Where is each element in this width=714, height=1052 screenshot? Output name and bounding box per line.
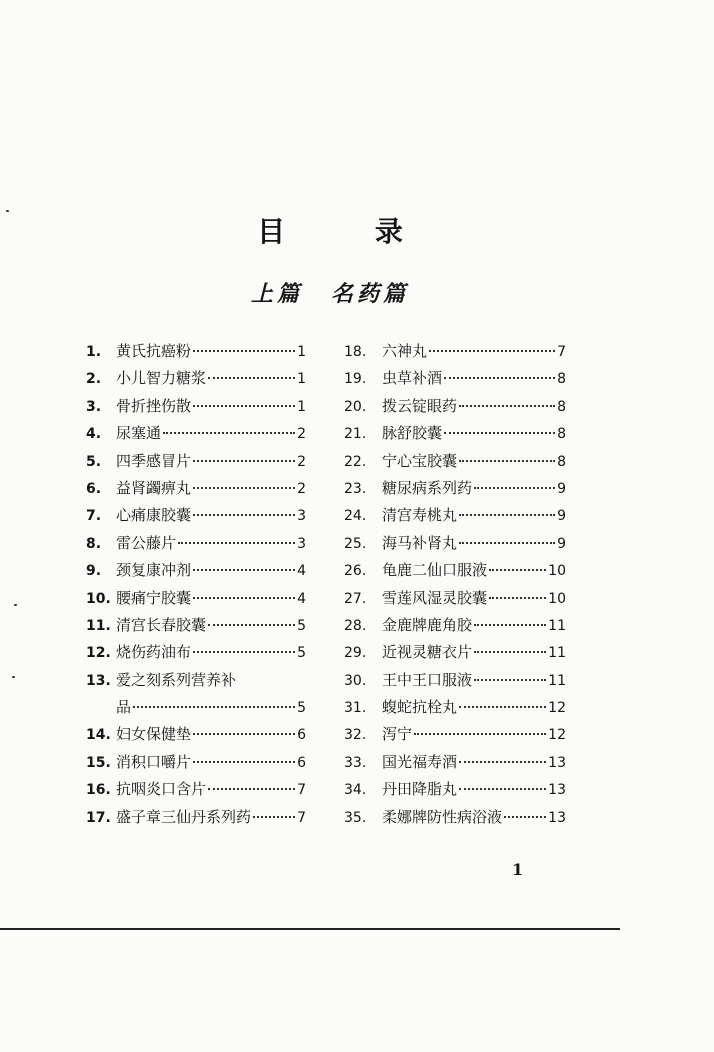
toc-entry[interactable]: [344, 614, 566, 641]
entry-number: 14.: [86, 727, 111, 744]
entry-number: 6.: [86, 480, 102, 497]
entry-number: 34.: [344, 782, 367, 799]
entry-page: 8: [557, 398, 566, 415]
dot-leader: [459, 514, 555, 516]
dot-leader: [163, 432, 295, 434]
speck: [14, 604, 17, 606]
entry-number: 22.: [344, 453, 367, 470]
entry-page: 8: [557, 426, 566, 443]
entry-page: 5: [297, 617, 306, 634]
entry-title: 柔娜牌防性病浴液: [382, 807, 503, 826]
entry-number: 8.: [86, 535, 102, 552]
entry-title: 骨折挫伤散: [116, 396, 192, 415]
entry-page: 13: [548, 754, 566, 771]
entry-page: 2: [297, 453, 306, 470]
entry-page: 3: [297, 508, 306, 525]
dot-leader: [193, 761, 295, 763]
dot-leader: [193, 597, 295, 599]
entry-title: 颈复康冲剂: [116, 561, 192, 580]
toc-entry[interactable]: [344, 340, 566, 367]
toc-right-column: [344, 340, 566, 833]
entry-number: 11.: [86, 617, 111, 634]
entry-page: 1: [297, 344, 306, 360]
entry-title: 拨云锭眼药: [382, 396, 458, 415]
entry-title: 益肾蠲痹丸: [116, 478, 192, 497]
dot-leader: [193, 487, 295, 489]
entry-title: 雪莲风湿灵胶囊: [382, 588, 488, 607]
dot-leader: [474, 651, 546, 653]
toc-entry[interactable]: [86, 367, 306, 394]
toc-entry[interactable]: [86, 504, 306, 531]
entry-number: 15.: [86, 754, 111, 771]
entry-page: 11: [548, 645, 566, 662]
dot-leader: [444, 432, 555, 434]
entry-number: 9.: [86, 563, 102, 580]
entry-title: 金鹿牌鹿角胶: [382, 615, 473, 634]
entry-number: 1.: [86, 344, 102, 360]
entry-number: 26.: [344, 563, 367, 580]
entry-title: 龟鹿二仙口服液: [382, 561, 488, 580]
entry-number: 32.: [344, 727, 367, 744]
entry-page: 1: [297, 371, 306, 388]
entry-page: 5: [297, 700, 306, 717]
toc-entry[interactable]: [86, 395, 306, 422]
toc-entry[interactable]: [344, 422, 566, 449]
dot-leader: [459, 405, 555, 407]
toc-entry[interactable]: [344, 669, 566, 696]
entry-title: 国光福寿酒: [382, 752, 458, 771]
entry-title: 黄氏抗癌粉: [116, 342, 192, 360]
entry-title: 妇女保健垫: [116, 725, 192, 744]
dot-leader: [193, 405, 295, 407]
entry-title: 蝮蛇抗栓丸: [382, 698, 458, 717]
entry-number: 33.: [344, 754, 367, 771]
entry-title: 虫草补酒: [382, 369, 443, 388]
entry-title: 雷公藤片: [116, 533, 177, 552]
entry-number: 2.: [86, 371, 102, 388]
dot-leader: [489, 597, 546, 599]
dot-leader: [429, 350, 555, 352]
dot-leader: [459, 761, 546, 763]
dot-leader: [474, 487, 555, 489]
toc-entry[interactable]: [344, 532, 566, 559]
dot-leader: [414, 733, 546, 735]
entry-page: 8: [557, 371, 566, 388]
toc-entry[interactable]: [86, 696, 306, 723]
entry-title: 烧伤药油布: [116, 643, 192, 662]
toc-entry[interactable]: [344, 477, 566, 504]
toc-entry[interactable]: [86, 422, 306, 449]
toc-entry[interactable]: [344, 778, 566, 805]
entry-page: 10: [548, 563, 566, 580]
dot-leader: [459, 460, 555, 462]
entry-number: 17.: [86, 809, 111, 826]
toc-entry[interactable]: [344, 504, 566, 531]
speck: [12, 676, 15, 678]
entry-page: 11: [548, 617, 566, 634]
entry-title: 小儿智力糖浆: [116, 369, 207, 388]
toc-entry[interactable]: [344, 367, 566, 394]
entry-page: 2: [297, 480, 306, 497]
entry-title: 近视灵糖衣片: [382, 643, 473, 662]
entry-title: 王中王口服液: [382, 670, 473, 689]
speck: [6, 210, 9, 212]
entry-number: 29.: [344, 645, 367, 662]
entry-title: 清宫寿桃丸: [382, 506, 458, 525]
entry-page: 7: [297, 782, 306, 799]
entry-number: 5.: [86, 453, 102, 470]
dot-leader: [444, 377, 555, 379]
entry-title: 脉舒胶囊: [382, 424, 443, 443]
toc-entry[interactable]: [344, 806, 566, 833]
entry-number: 23.: [344, 480, 367, 497]
entry-page: 9: [557, 480, 566, 497]
entry-number: 13.: [86, 672, 111, 689]
entry-number: 20.: [344, 398, 367, 415]
entry-number: 7.: [86, 508, 102, 525]
dot-leader: [459, 788, 546, 790]
toc-entry[interactable]: [344, 696, 566, 723]
entry-page: 4: [297, 590, 306, 607]
entry-title: 品: [116, 698, 132, 717]
toc-entry[interactable]: [86, 806, 306, 833]
dot-leader: [193, 350, 295, 352]
bottom-rule: [0, 928, 620, 930]
entry-page: 9: [557, 508, 566, 525]
dot-leader: [504, 816, 546, 818]
toc-entry[interactable]: [86, 778, 306, 805]
entry-page: 3: [297, 535, 306, 552]
toc-entry[interactable]: [86, 532, 306, 559]
entry-number: 21.: [344, 426, 367, 443]
entry-title: 丹田降脂丸: [382, 780, 458, 799]
dot-leader: [459, 706, 546, 708]
dot-leader: [489, 569, 546, 571]
entry-page: 7: [297, 809, 306, 826]
entry-page: 13: [548, 809, 566, 826]
entry-page: 6: [297, 727, 306, 744]
entry-title: 糖尿病系列药: [382, 478, 473, 497]
entry-number: 10.: [86, 590, 111, 607]
dot-leader: [474, 679, 546, 681]
toc-entry[interactable]: [86, 723, 306, 750]
entry-page: 12: [548, 727, 566, 744]
dot-leader: [253, 816, 295, 818]
entry-number: 31.: [344, 700, 367, 717]
dot-leader: [178, 542, 295, 544]
toc-entry[interactable]: [86, 669, 306, 696]
entry-title: 腰痛宁胶囊: [116, 588, 192, 607]
entry-number: 27.: [344, 590, 367, 607]
entry-page: 1: [297, 398, 306, 415]
dot-leader: [459, 542, 555, 544]
entry-page: 8: [557, 453, 566, 470]
page-number: 1: [512, 860, 524, 879]
entry-title: 心痛康胶囊: [116, 506, 192, 525]
dot-leader: [208, 624, 295, 626]
entry-title: 消积口嚼片: [116, 752, 192, 771]
dot-leader: [193, 651, 295, 653]
entry-page: 12: [548, 700, 566, 717]
entry-page: 6: [297, 754, 306, 771]
entry-title: 清宫长春胶囊: [116, 615, 207, 634]
entry-number: 30.: [344, 672, 367, 689]
toc-entry[interactable]: [86, 587, 306, 614]
toc-entry[interactable]: [344, 450, 566, 477]
toc-entry[interactable]: [86, 477, 306, 504]
entry-number: 28.: [344, 617, 367, 634]
entry-number: 35.: [344, 809, 367, 826]
entry-number: 3.: [86, 398, 102, 415]
entry-page: 4: [297, 563, 306, 580]
dot-leader: [193, 460, 295, 462]
entry-page: 13: [548, 782, 566, 799]
toc-entry[interactable]: [344, 723, 566, 750]
entry-page: 10: [548, 590, 566, 607]
entry-number: 4.: [86, 426, 102, 443]
dot-leader: [193, 569, 295, 571]
dot-leader: [193, 514, 295, 516]
section-part: 上篇: [250, 281, 303, 307]
entry-page: 5: [297, 645, 306, 662]
dot-leader: [133, 706, 295, 708]
dot-leader: [193, 733, 295, 735]
entry-title: 泻宁: [382, 725, 413, 744]
entry-number: 24.: [344, 508, 367, 525]
entry-title: 宁心宝胶囊: [382, 451, 458, 470]
entry-number: 12.: [86, 645, 111, 662]
entry-page: 2: [297, 426, 306, 443]
toc-title: 目 录: [257, 215, 443, 248]
entry-number: 19.: [344, 371, 367, 388]
entry-page: 7: [557, 344, 566, 360]
toc-entry[interactable]: [86, 614, 306, 641]
toc-entry[interactable]: [344, 395, 566, 422]
dot-leader: [474, 624, 546, 626]
toc-entry[interactable]: [344, 751, 566, 778]
toc-entry[interactable]: [344, 559, 566, 586]
entry-title: 海马补肾丸: [382, 533, 458, 552]
toc-entry[interactable]: [86, 751, 306, 778]
entry-number: 18.: [344, 344, 367, 360]
entry-title: 盛子章三仙丹系列药: [116, 807, 252, 826]
toc-left-column: [86, 340, 306, 833]
entry-number: 25.: [344, 535, 367, 552]
entry-page: 9: [557, 535, 566, 552]
dot-leader: [208, 788, 295, 790]
entry-page: 11: [548, 672, 566, 689]
entry-title: 六神丸: [382, 342, 428, 360]
entry-title: 四季感冒片: [116, 451, 192, 470]
entry-number: 16.: [86, 782, 111, 799]
toc-entry[interactable]: [86, 559, 306, 586]
toc-entry[interactable]: [86, 340, 306, 367]
toc-entry[interactable]: [344, 587, 566, 614]
entry-title: 尿塞通: [116, 424, 162, 443]
section-name: 名药篇: [331, 281, 410, 307]
section-heading: [0, 277, 660, 308]
toc-entry[interactable]: [86, 450, 306, 477]
dot-leader: [208, 377, 295, 379]
entry-title: 爱之刻系列营养补: [116, 670, 237, 689]
toc-entry[interactable]: [344, 641, 566, 668]
toc-entry[interactable]: [86, 641, 306, 668]
entry-title: 抗咽炎口含片: [116, 780, 207, 799]
